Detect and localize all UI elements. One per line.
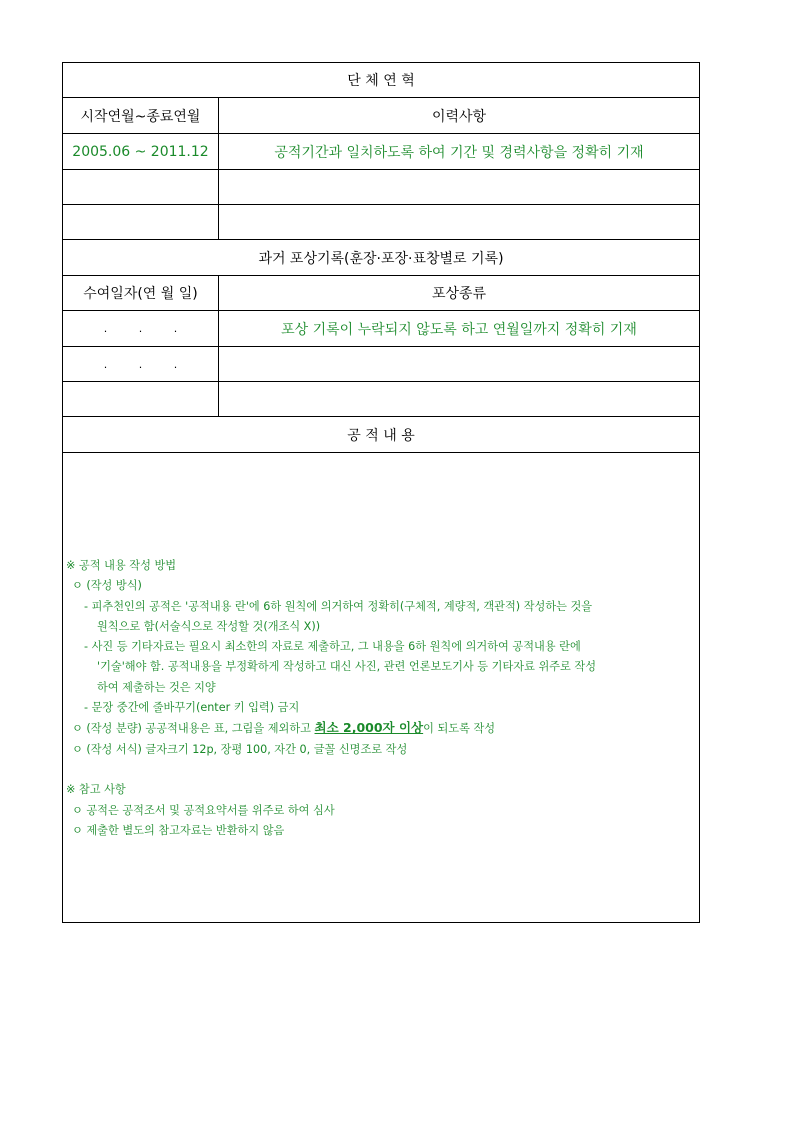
awards-type-cell[interactable]: 포상 기록이 누락되지 않도록 하고 연월일까지 정확히 기재	[281, 321, 637, 338]
history-row	[62, 205, 700, 240]
history-period-cell[interactable]: 2005.06 ~ 2011.12	[63, 134, 219, 169]
guide-line: 하여 제출하는 것은 지양	[97, 680, 216, 694]
merit-title-row	[62, 417, 700, 453]
awards-header-row	[62, 276, 700, 311]
awards-type-cell[interactable]	[219, 382, 699, 416]
history-row	[62, 170, 700, 205]
merit-form	[62, 62, 700, 923]
guide-amount-line: ㅇ (작성 분량) 공공적내용은 표, 그림을 제외하고 최소 2,000자 이상이 되도록 작성	[72, 720, 496, 736]
history-title: 단 체 연 혁	[347, 73, 415, 89]
awards-col-type: 포상종류	[431, 286, 487, 302]
spacer	[66, 760, 695, 780]
min-length-emphasis: 최소 2,000자 이상	[314, 720, 424, 736]
notes-heading: ※ 참고 사항	[66, 783, 126, 797]
awards-col-date: 수여일자(연 월 일)	[63, 276, 219, 310]
guide-line: 원칙으로 함(서술식으로 작성할 것(개조식 X))	[97, 619, 321, 633]
history-title-row	[62, 62, 700, 98]
awards-row	[62, 347, 700, 382]
history-period-cell[interactable]	[63, 205, 219, 239]
history-detail-cell[interactable]	[219, 205, 699, 239]
guide-line: - 문장 중간에 줄바꾸기(enter 키 입력) 금지	[84, 701, 300, 715]
awards-date-cell[interactable]: . . .	[63, 311, 219, 346]
history-col-period: 시작연월~종료연월	[63, 98, 219, 133]
awards-type-cell[interactable]	[219, 347, 699, 381]
awards-title: 과거 포상기록(훈장·포장·표창별로 기록)	[258, 250, 504, 267]
history-col-detail: 이력사항	[431, 108, 487, 125]
note-line: ㅇ 제출한 별도의 참고자료는 반환하지 않음	[72, 823, 285, 837]
guide-heading: ※ 공적 내용 작성 방법	[66, 559, 177, 572]
guide-method-label: ㅇ (작성 방식)	[72, 579, 142, 593]
history-detail-cell[interactable]: 공적기간과 일치하도록 하여 기간 및 경력사항을 정확히 기재	[274, 144, 644, 161]
history-header-row	[62, 98, 700, 134]
history-period-cell[interactable]	[63, 170, 219, 204]
guide-format-line: ㅇ (작성 서식) 글자크기 12p, 장평 100, 자간 0, 글꼴 신명조로 작성	[72, 742, 408, 756]
awards-date-cell[interactable]: . . .	[63, 347, 219, 381]
writing-guide	[66, 556, 695, 841]
merit-title: 공 적 내 용	[347, 427, 415, 444]
awards-row	[62, 311, 700, 347]
note-line: ㅇ 공적은 공적조서 및 공적요약서를 위주로 하여 심사	[72, 803, 335, 817]
awards-title-row	[62, 240, 700, 276]
awards-date-cell[interactable]	[63, 382, 219, 416]
history-detail-cell[interactable]	[219, 170, 699, 204]
awards-row	[62, 382, 700, 417]
history-row	[62, 134, 700, 170]
guide-line: - 사진 등 기타자료는 필요시 최소한의 자료로 제출하고, 그 내용을 6하 원칙에 의거하여 공적내용 란에	[84, 640, 581, 654]
merit-content-area[interactable]	[62, 453, 700, 923]
guide-line: - 피추천인의 공적은 '공적내용 란'에 6하 원칙에 의거하여 정확히(구체적, 계량적, 객관적) 작성하는 것을	[84, 599, 593, 613]
guide-line: '기술'해야 함. 공적내용을 부정확하게 작성하고 대신 사진, 관련 언론보도기사 등 기타자료 위주로 작성	[97, 660, 597, 674]
